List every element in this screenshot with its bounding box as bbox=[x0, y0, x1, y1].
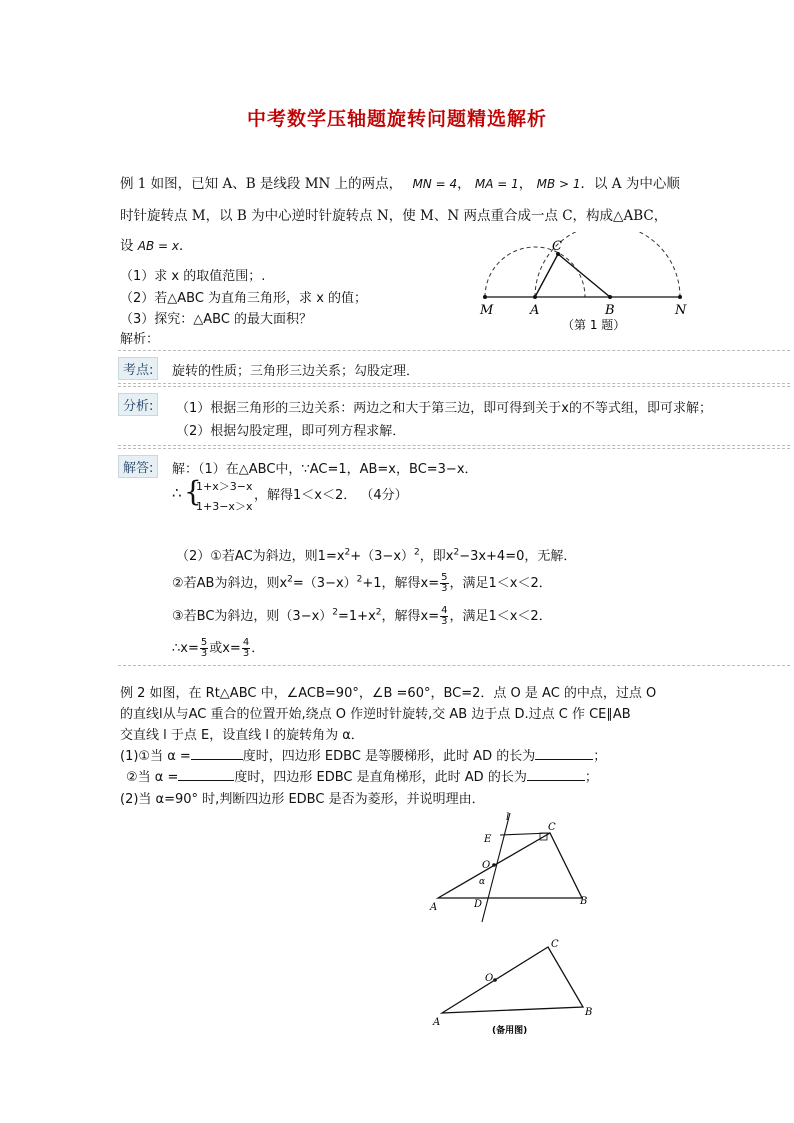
label-b: B bbox=[605, 303, 615, 318]
page-title: 中考数学压轴题旋转问题精选解析 bbox=[246, 108, 547, 130]
ex1-line2: 时针旋转点 M，以 B 为中心逆时针旋转点 N，使 M、N 两点重合成一点 C，构成△ABC， bbox=[120, 208, 668, 224]
answer-blank-alpha2[interactable] bbox=[178, 780, 234, 781]
point-a bbox=[533, 295, 537, 299]
ex1-ab: AB = x bbox=[137, 239, 180, 253]
label-b: B bbox=[580, 896, 588, 907]
ex1-mb: MB > 1 bbox=[536, 177, 581, 191]
label-alpha: α bbox=[479, 877, 486, 887]
answer-blank-alpha1[interactable] bbox=[191, 759, 243, 760]
label-c: C bbox=[548, 822, 556, 833]
jieda-tag: 解答: bbox=[118, 455, 158, 478]
jieda-line1: 解：（1）在△ABC中，∵AC=1，AB=x，BC=3−x． bbox=[172, 462, 478, 477]
system-result: ，解得1＜x＜2． （4分） bbox=[254, 488, 408, 503]
triangle-abc-backup bbox=[442, 947, 583, 1013]
ex1-mn: MN = 4 bbox=[412, 177, 458, 191]
point-o bbox=[492, 863, 496, 867]
kaodian-tag: 考点: bbox=[118, 357, 158, 380]
ex1-line1-b: ．以 A 为中心顺 bbox=[580, 176, 680, 192]
point-n bbox=[678, 295, 682, 299]
label-b-backup: B bbox=[585, 1007, 593, 1018]
kaodian-text: 旋转的性质；三角形三边关系；勾股定理． bbox=[172, 364, 420, 379]
label-m: M bbox=[480, 303, 494, 318]
point-o-backup bbox=[493, 978, 497, 982]
fenxi-line2: （2）根据勾股定理，即可列方程求解． bbox=[176, 424, 406, 439]
ex1-line1-a: 例 1 如图，已知 A、B 是线段 MN 上的两点， bbox=[120, 176, 403, 192]
ex1-figure bbox=[470, 232, 700, 342]
frac-5-3: $\frac{5}{3}$ bbox=[441, 572, 448, 594]
ex2-q1: (1)①当 α = 度时，四边形 EDBC 是等腰梯形，此时 AD 的长为 ； bbox=[120, 749, 607, 764]
ex2-line3: 交直线 l 于点 E，设直线 l 的旋转角为 α． bbox=[120, 728, 364, 743]
ex1-q2: （2）若△ABC 为直角三角形，求 x 的值； bbox=[120, 291, 368, 306]
ex2-figure-backup bbox=[428, 935, 608, 1040]
point-b bbox=[608, 295, 612, 299]
label-o-backup: O bbox=[485, 973, 494, 984]
ex2-q2: ②当 α = 度时，四边形 EDBC 是直角梯形，此时 AD 的长为 ； bbox=[126, 770, 598, 785]
label-l: l bbox=[506, 812, 510, 823]
label-e: E bbox=[484, 834, 492, 845]
label-c: C bbox=[552, 239, 562, 254]
point-m bbox=[483, 295, 487, 299]
case1: （2）①若AC为斜边，则$1=x^2+(3-x)^2$，即$x^2-3x+4=0$，无解． bbox=[176, 547, 577, 564]
case2: ②若AB为斜边，则$x^2=(3-x)^2+1$，解得x= $\frac{5}{3}$ ，满足1＜x＜2． bbox=[172, 572, 552, 594]
fenxi-line1: （1）根据三角形的三边关系：两边之和大于第三边，即可得到关于x的不等式组，即可求解； bbox=[176, 401, 712, 416]
fig1-caption: （第 1 题） bbox=[562, 318, 626, 332]
label-a-backup: A bbox=[433, 1017, 441, 1028]
label-c-backup: C bbox=[551, 939, 559, 950]
label-a: A bbox=[530, 303, 540, 318]
ex1-q1: （1）求 x 的取值范围；. bbox=[120, 269, 266, 284]
label-n: N bbox=[675, 303, 687, 318]
fenxi-tag: 分析: bbox=[118, 393, 158, 416]
label-a: A bbox=[430, 902, 438, 913]
ex1-jiexi: 解析： bbox=[120, 332, 160, 347]
label-d: D bbox=[474, 899, 483, 910]
fig-backup-caption: (备用图) bbox=[492, 1026, 528, 1036]
ex2-line2: 的直线l从与AC 重合的位置开始,绕点 O 作逆时针旋转,交 AB 边于点 D.过点 C 作 CE∥AB bbox=[120, 707, 631, 722]
ex2-q3: (2)当 α=90° 时,判断四边形 EDBC 是否为菱形，并说明理由． bbox=[120, 792, 485, 807]
ex2-figure-main bbox=[420, 810, 600, 925]
ex2-line1: 例 2 如图，在 Rt△ABC 中，∠ACB=90°，∠B =60°，BC=2．点 O 是 AC 的中点，过点 O bbox=[120, 686, 657, 701]
frac-4-3: $\frac{4}{3}$ bbox=[441, 605, 448, 627]
case3: ③若BC为斜边，则$(3-x)^2=1+x^2$，解得x= $\frac{4}{3}$ ，满足1＜x＜2． bbox=[172, 605, 552, 627]
label-o: O bbox=[482, 860, 491, 871]
system-eq2: 1+3−x＞x bbox=[196, 500, 253, 513]
ex1-ma: MA = 1 bbox=[474, 177, 519, 191]
answer-blank-ad2[interactable] bbox=[527, 780, 585, 781]
answer-blank-ad1[interactable] bbox=[535, 759, 593, 760]
ex1-q3: （3）探究：△ABC 的最大面积？ bbox=[120, 312, 313, 327]
ex1-line3: 设 AB = x． bbox=[120, 238, 193, 254]
conclusion: ∴x= $\frac{5}{3}$ 或x= $\frac{4}{3}$ ． bbox=[172, 637, 265, 659]
triangle-abc bbox=[438, 833, 582, 898]
triangle-abc bbox=[535, 254, 610, 297]
system-eq1: 1+x＞3−x bbox=[196, 480, 253, 493]
brace: { bbox=[184, 475, 202, 508]
ex1-line1: 例 1 如图，已知 A、B 是线段 MN 上的两点， MN = 4， MA = 1， MB > 1．以 A 为中心顺 bbox=[120, 176, 680, 192]
